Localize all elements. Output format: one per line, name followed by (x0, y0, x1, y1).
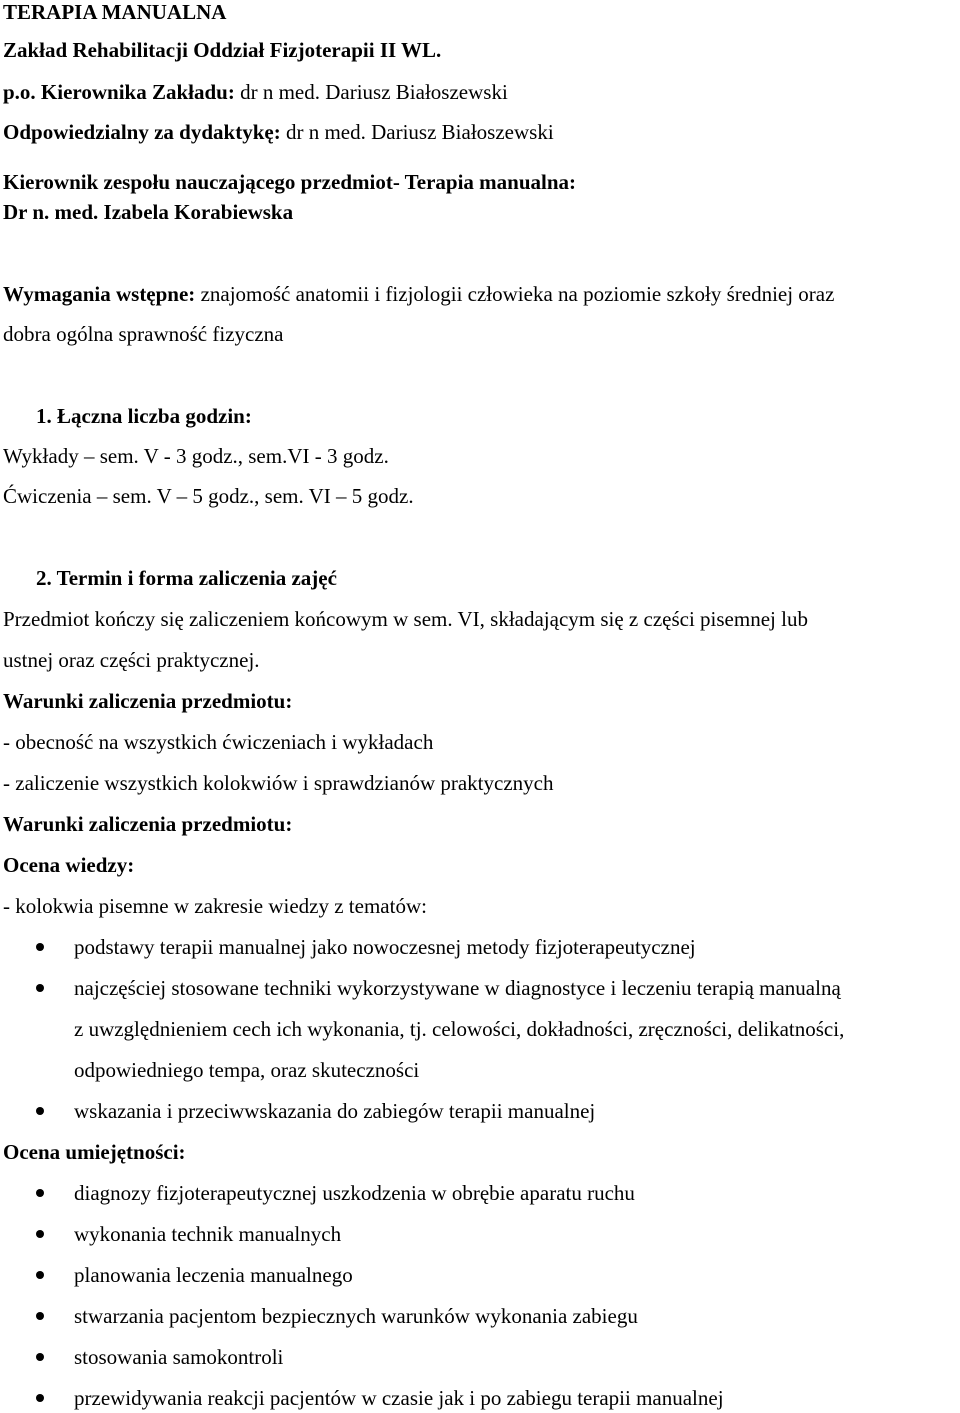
knowledge-heading: Ocena wiedzy: (3, 853, 135, 877)
requirements-text-2: dobra ogólna sprawność fizyczna (3, 322, 284, 346)
knowledge-item: wskazania i przeciwwskazania do zabiegów terapii manualnej (74, 1099, 596, 1123)
bullet-icon (36, 1394, 44, 1402)
completion-heading: 2. Termin i forma zaliczenia zajęć (36, 566, 337, 590)
document-title: TERAPIA MANUALNA (3, 0, 227, 24)
skills-item: stosowania samokontroli (74, 1345, 284, 1369)
didactics-line (3, 120, 554, 144)
bullet-icon (36, 1107, 44, 1115)
bullet-icon (36, 1189, 44, 1197)
bullet-icon (36, 1312, 44, 1320)
bullet-icon (36, 1230, 44, 1238)
requirements-text: znajomość anatomii i fizjologii człowieka na poziomie szkoły średniej oraz (200, 282, 835, 306)
bullet-icon (36, 984, 44, 992)
condition-attendance: - obecność na wszystkich ćwiczeniach i wykładach (3, 730, 434, 754)
didactics-label: Odpowiedzialny za dydaktykę: (3, 120, 281, 144)
team-label: Kierownik zespołu nauczającego przedmiot- Terapia manualna: (3, 170, 577, 194)
skills-item: przewidywania reakcji pacjentów w czasie jak i po zabiegu terapii manualnej (74, 1386, 724, 1410)
skills-item: planowania leczenia manualnego (74, 1263, 353, 1287)
knowledge-item-continuation: z uwzględnieniem cech ich wykonania, tj. celowości, dokładności, zręczności, delikatności, (74, 1017, 845, 1041)
head-name: dr n med. Dariusz Białoszewski (240, 80, 508, 104)
conditions-heading: Warunki zaliczenia przedmiotu: (3, 689, 293, 713)
skills-item: diagnozy fizjoterapeutycznej uszkodzenia w obrębie aparatu ruchu (74, 1181, 635, 1205)
head-line (3, 80, 508, 104)
bullet-icon (36, 1353, 44, 1361)
conditions-heading-2: Warunki zaliczenia przedmiotu: (3, 812, 293, 836)
knowledge-item: najczęściej stosowane techniki wykorzystywane w diagnostyce i leczeniu terapią manualną (74, 976, 841, 1000)
bullet-icon (36, 1271, 44, 1279)
condition-tests: - zaliczenie wszystkich kolokwiów i sprawdzianów praktycznych (3, 771, 554, 795)
completion-text-1: Przedmiot kończy się zaliczeniem końcowym w sem. VI, składającym się z części pisemnej lub (3, 607, 808, 631)
skills-heading: Ocena umiejętności: (3, 1140, 186, 1164)
skills-item: stwarzania pacjentom bezpiecznych warunków wykonania zabiegu (74, 1304, 638, 1328)
requirements-label: Wymagania wstępne: (3, 282, 196, 306)
hours-heading: 1. Łączna liczba godzin: (36, 404, 252, 428)
knowledge-intro: - kolokwia pisemne w zakresie wiedzy z tematów: (3, 894, 427, 918)
didactics-name: dr n med. Dariusz Białoszewski (285, 120, 554, 144)
head-label: p.o. Kierownika Zakładu: (3, 80, 235, 104)
skills-item: wykonania technik manualnych (74, 1222, 342, 1246)
bullet-icon (36, 943, 44, 951)
hours-lectures: Wykłady – sem. V - 3 godz., sem.VI - 3 godz. (3, 444, 389, 468)
team-name: Dr n. med. Izabela Korabiewska (3, 200, 294, 224)
department-name: Zakład Rehabilitacji Oddział Fizjoterapii II WL. (3, 38, 442, 62)
hours-exercises: Ćwiczenia – sem. V – 5 godz., sem. VI – 5 godz. (3, 484, 414, 508)
completion-text-2: ustnej oraz części praktycznej. (3, 648, 260, 672)
knowledge-item: podstawy terapii manualnej jako nowoczesnej metody fizjoterapeutycznej (74, 935, 696, 959)
knowledge-item-continuation: odpowiedniego tempa, oraz skuteczności (74, 1058, 420, 1082)
requirements-line (3, 282, 834, 306)
